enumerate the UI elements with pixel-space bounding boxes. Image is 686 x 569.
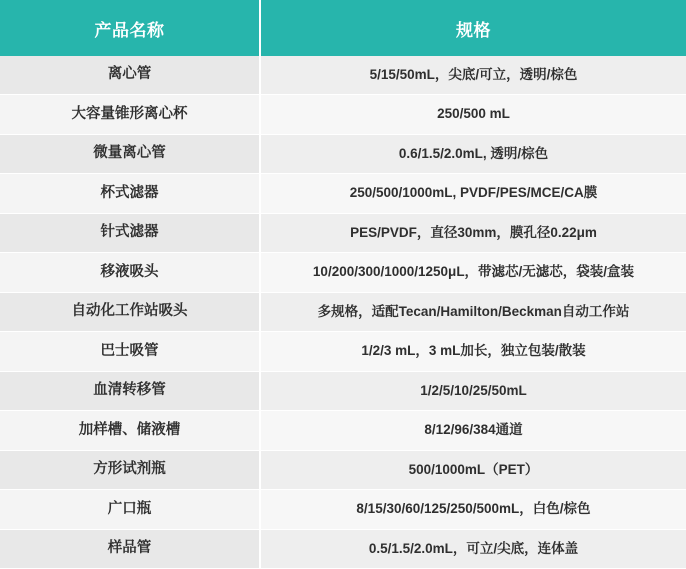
table-row bbox=[0, 253, 686, 292]
cell-product-name: 离心管 bbox=[0, 56, 260, 95]
cell-product-name: 巴士吸管 bbox=[0, 332, 260, 371]
column-header-product-name: 产品名称 bbox=[0, 0, 260, 56]
table-row bbox=[0, 174, 686, 213]
cell-product-name: 移液吸头 bbox=[0, 253, 260, 292]
table-row bbox=[0, 371, 686, 410]
cell-product-name: 血清转移管 bbox=[0, 371, 260, 410]
cell-product-name: 方形试剂瓶 bbox=[0, 450, 260, 489]
table-row bbox=[0, 213, 686, 252]
cell-product-name: 广口瓶 bbox=[0, 490, 260, 529]
cell-specification: 500/1000mL（PET） bbox=[260, 450, 686, 489]
table-body bbox=[0, 56, 686, 569]
cell-specification: 0.5/1.5/2.0mL，可立/尖底，连体盖 bbox=[260, 529, 686, 568]
table-row bbox=[0, 529, 686, 568]
cell-product-name: 大容量锥形离心杯 bbox=[0, 95, 260, 134]
cell-specification: 8/15/30/60/125/250/500mL，白色/棕色 bbox=[260, 490, 686, 529]
cell-specification: 250/500 mL bbox=[260, 95, 686, 134]
cell-specification: 1/2/3 mL，3 mL加长，独立包装/散装 bbox=[260, 332, 686, 371]
column-header-specification: 规格 bbox=[260, 0, 686, 56]
cell-product-name: 样品管 bbox=[0, 529, 260, 568]
table-row bbox=[0, 56, 686, 95]
cell-specification: 0.6/1.5/2.0mL, 透明/棕色 bbox=[260, 134, 686, 173]
cell-specification: 1/2/5/10/25/50mL bbox=[260, 371, 686, 410]
cell-product-name: 针式滤器 bbox=[0, 213, 260, 252]
cell-product-name: 微量离心管 bbox=[0, 134, 260, 173]
table-row bbox=[0, 411, 686, 450]
table-header-row bbox=[0, 0, 686, 56]
table-header bbox=[0, 0, 686, 56]
table-row bbox=[0, 292, 686, 331]
cell-specification: 250/500/1000mL, PVDF/PES/MCE/CA膜 bbox=[260, 174, 686, 213]
table-row bbox=[0, 450, 686, 489]
cell-specification: 多规格，适配Tecan/Hamilton/Beckman自动工作站 bbox=[260, 292, 686, 331]
cell-product-name: 杯式滤器 bbox=[0, 174, 260, 213]
cell-product-name: 加样槽、储液槽 bbox=[0, 411, 260, 450]
cell-specification: 8/12/96/384通道 bbox=[260, 411, 686, 450]
table-row bbox=[0, 134, 686, 173]
cell-specification: PES/PVDF，直径30mm，膜孔径0.22μm bbox=[260, 213, 686, 252]
cell-product-name: 自动化工作站吸头 bbox=[0, 292, 260, 331]
table-row bbox=[0, 490, 686, 529]
cell-specification: 5/15/50mL，尖底/可立，透明/棕色 bbox=[260, 56, 686, 95]
table-row bbox=[0, 332, 686, 371]
table-row bbox=[0, 95, 686, 134]
cell-specification: 10/200/300/1000/1250μL，带滤芯/无滤芯，袋装/盒装 bbox=[260, 253, 686, 292]
